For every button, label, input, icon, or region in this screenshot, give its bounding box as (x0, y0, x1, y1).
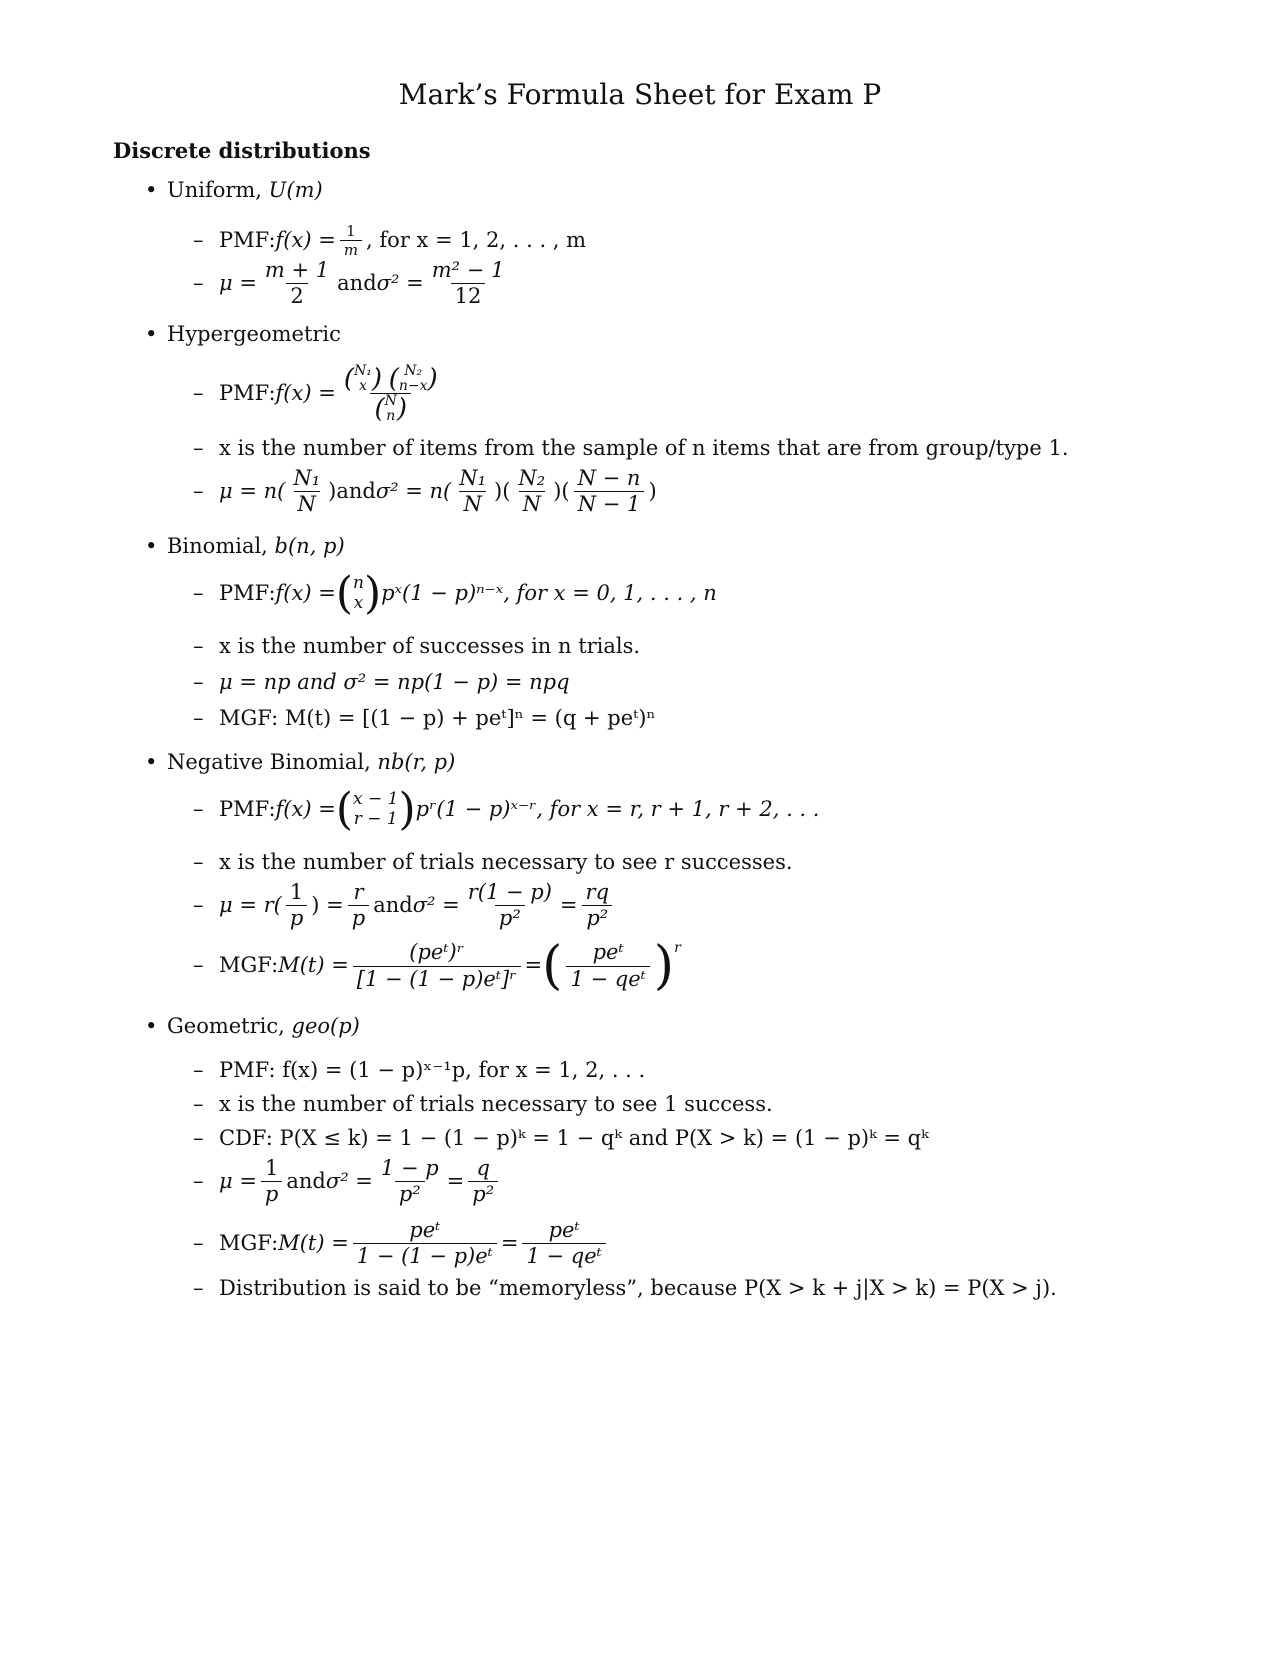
negative-binomial-moments: – μ = r( $\frac{1}{p}$ ) = $\frac{r}{p}$ and σ² = $\frac{r(1 - p)}{\text{p²}}$ = $\frac{rq}{\text{p²}}$ (193, 880, 617, 931)
hypergeometric-heading: • Hypergeometric (145, 322, 341, 346)
fraction: $\frac{1}{p}$ (286, 880, 307, 931)
negative-binomial-heading: • Negative Binomial, nb(r, p) (145, 750, 456, 774)
binomial-moments: – μ = np and σ² = np(1 − p) = npq (193, 670, 570, 694)
section-heading: Discrete distributions (113, 138, 371, 163)
binomial-pmf: – PMF: f(x) = ( n x ) pˣ(1 − p)ⁿ⁻ˣ, for x = 0, 1, . . . , n (193, 568, 717, 619)
binomial-mgf: – MGF: M(t) = [(1 − p) + peᵗ]ⁿ = (q + peᵗ)ⁿ (193, 706, 656, 730)
fraction: ( N₁ x ) ( N₂ n−x ) ( N n ) (343, 363, 438, 425)
hypergeometric-moments: – μ = n( $\frac{\text{N₁}}{N}$ ) and σ² = n( $\frac{\text{N₁}}{N}$ )( $\frac{\text{N₂}}{N}$ )( $\frac{N - n}{N - 1}$ ) (193, 466, 657, 517)
geometric-memoryless: – Distribution is said to be “memoryless”, because P(X > k + j|X > k) = P(X > j). (193, 1276, 1057, 1300)
bullet-icon: • (145, 750, 158, 774)
binomial-coefficient: ( n x ) (335, 568, 382, 619)
fraction: $\frac{m + 1}{2}$ (264, 258, 330, 309)
fraction: $\frac{r}{p}$ (348, 880, 369, 931)
binomial-heading: • Binomial, b(n, p) (145, 534, 345, 558)
uniform-heading: • Uniform, U(m) (145, 178, 323, 202)
bullet-icon: • (145, 322, 158, 346)
binomial-note: – x is the number of successes in n trials. (193, 634, 641, 658)
fraction: $\frac{\text{(peᵗ)ʳ}}{\text{[1 − (1 − p)eᵗ]ʳ}}$ (353, 940, 521, 991)
geometric-mgf: – MGF: M(t) = $\frac{\text{peᵗ}}{\text{1 − (1 − p)eᵗ}}$ = $\frac{\text{peᵗ}}{\text{1 − qeᵗ}}$ (193, 1218, 610, 1269)
geometric-moments: – μ = $\frac{1}{p}$ and σ² = $\frac{1 - p}{\text{p²}}$ = $\frac{q}{\text{p²}}$ (193, 1156, 502, 1207)
fraction: $\frac{N - n}{N - 1}$ (574, 466, 645, 517)
page-title: Mark’s Formula Sheet for Exam P (398, 78, 882, 111)
geometric-pmf: – PMF: f(x) = (1 − p)ˣ⁻¹p, for x = 1, 2, . . . (193, 1058, 646, 1082)
geometric-note: – x is the number of trials necessary to see 1 success. (193, 1092, 773, 1116)
negative-binomial-mgf: – MGF: M(t) = $\frac{\text{(peᵗ)ʳ}}{\text{[1 − (1 − p)eᵗ]ʳ}}$ = ( $\frac{\text{peᵗ}}{\text{1 − qeᵗ}}$ ) $^r$ (193, 936, 681, 996)
binomial-coefficient: ( x − 1 r − 1 ) (335, 784, 416, 835)
bullet-icon: • (145, 178, 158, 202)
bullet-icon: • (145, 1014, 158, 1038)
uniform-pmf: – PMF: f(x) = $\frac{1}{m}$ , for x = 1, 2, . . . , m (193, 222, 587, 259)
hypergeometric-pmf: – PMF: f(x) = ( N₁ x ) ( N₂ n−x ) ( N n ) (193, 364, 446, 424)
fraction: $\frac{\text{peᵗ}}{\text{1 − qeᵗ}}$ (522, 1218, 605, 1269)
bullet-icon: • (145, 534, 158, 558)
fraction: $\frac{\text{peᵗ}}{\text{1 − (1 − p)eᵗ}}$ (353, 1218, 497, 1269)
fraction: $\frac{rq}{\text{p²}}$ (582, 880, 613, 931)
fraction: $\frac{1}{m}$ (340, 222, 362, 259)
fraction: $\frac{\text{N₁}}{N}$ (293, 466, 321, 517)
fraction: $\frac{\text{N₂}}{N}$ (518, 466, 546, 517)
fraction: $\frac{1 - p}{\text{p²}}$ (380, 1156, 439, 1207)
fraction: $\frac{q}{\text{p²}}$ (468, 1156, 498, 1207)
hypergeometric-note: – x is the number of items from the sample of n items that are from group/type 1. (193, 436, 1069, 460)
uniform-moments: – μ = $\frac{m + 1}{2}$ and σ² = $\frac{\text{m² − 1}}{12}$ (193, 258, 512, 309)
fraction: $\frac{1}{p}$ (261, 1156, 282, 1207)
geometric-cdf: – CDF: P(X ≤ k) = 1 − (1 − p)ᵏ = 1 − qᵏ and P(X > k) = (1 − p)ᵏ = qᵏ (193, 1126, 929, 1150)
fraction: $\frac{\text{N₁}}{N}$ (459, 466, 487, 517)
fraction: $\frac{\text{peᵗ}}{\text{1 − qeᵗ}}$ (566, 940, 649, 991)
negative-binomial-pmf: – PMF: f(x) = ( x − 1 r − 1 ) pʳ(1 − p)ˣ⁻ʳ, for x = r, r + 1, r + 2, . . . (193, 784, 820, 835)
fraction: $\frac{r(1 - p)}{\text{p²}}$ (467, 880, 552, 931)
negative-binomial-note: – x is the number of trials necessary to see r successes. (193, 850, 793, 874)
geometric-heading: • Geometric, geo(p) (145, 1014, 360, 1038)
fraction: $\frac{\text{m² − 1}}{12}$ (431, 258, 505, 309)
